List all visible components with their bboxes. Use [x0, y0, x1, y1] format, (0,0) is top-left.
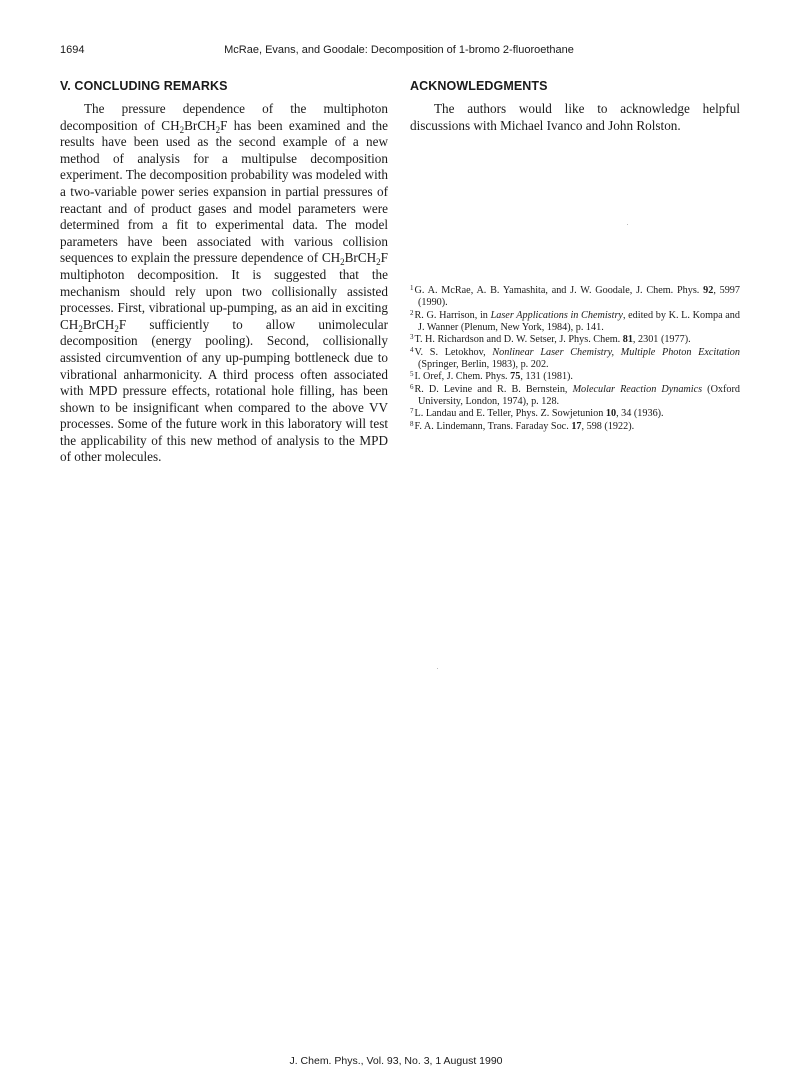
acknowledgments-paragraph: The authors would like to acknowledge helpful discussions with Michael Ivanco and John Rolston.: [410, 101, 740, 133]
reference-item: $^7$L. Landau and E. Teller, Phys. Z. Sowjetunion 10, 34 (1936).: [410, 407, 664, 419]
page-footer: J. Chem. Phys., Vol. 93, No. 3, 1 August 1990: [289, 1055, 503, 1067]
reference-item: $^6$R. D. Levine and R. B. Bernstein, Molecular Reaction Dynamics (Oxford University, London, 1974), p. 128.: [410, 382, 741, 407]
references-list: [410, 285, 740, 433]
running-head: McRae, Evans, and Goodale: Decomposition of 1-bromo 2-fluoroethane: [224, 44, 574, 56]
concluding-remarks-section: [60, 79, 388, 466]
section-heading-acknowledgments: ACKNOWLEDGMENTS: [410, 79, 548, 93]
scan-speck: [437, 668, 438, 669]
concluding-remarks-paragraph: The pressure dependence of the multiphoton decomposition of $CH_2BrCH_2F$ has been examined and the results have been used as the second example of a new method of analysis for a multipulse decomposition experiment. The decomposition probability was modeled with a two-variable power series expansion in partial pressures of reactant and of product gases and model parameters were determined from a fit to experimental data. The model parameters have been associated with various collision sequences to explain the pressure dependence of $CH_2BrCH_2F$ multiphoton decomposition. It is suggested that the mechanism should rely upon two collisionally assisted processes. First, vibrational up-pumping, as an aid in exciting $CH_2BrCH_2F$ sufficiently to allow unimolecular decomposition (energy pooling). Second, collisionally assisted circumvention of any up-pumping bottleneck due to vibrational anharmonicity. A third process often associated with MPD pressure effects, rotational hole filling, has been shown to be insignificant when compared to the above VV processes. Some of the future work in this laboratory will test the applicability of this new method of analysis to the MPD of other molecules.: [60, 101, 389, 465]
reference-item: $^4$V. S. Letokhov, Nonlinear Laser Chemistry, Multiple Photon Excitation (Springer, Berlin, 1983), p. 202.: [410, 345, 740, 370]
reference-item: $^3$T. H. Richardson and D. W. Setser, J. Phys. Chem. 81, 2301 (1977).: [410, 333, 691, 345]
section-heading-concluding-remarks: V. CONCLUDING REMARKS: [60, 79, 228, 93]
acknowledgments-section: [410, 79, 740, 134]
reference-item: $^8$F. A. Lindemann, Trans. Faraday Soc. 17, 598 (1922).: [410, 419, 635, 432]
scan-speck: [627, 224, 628, 225]
page-number: 1694: [60, 44, 85, 56]
page-header: [60, 44, 738, 60]
reference-item: $^1$G. A. McRae, A. B. Yamashita, and J. W. Goodale, J. Chem. Phys. 92, 5997 (1990).: [410, 284, 740, 308]
reference-item: $^5$I. Oref, J. Chem. Phys. 75, 131 (1981).: [410, 370, 573, 382]
reference-item: $^2$R. G. Harrison, in Laser Applications in Chemistry, edited by K. L. Kompa and J. Wanner (Plenum, New York, 1984), p. 141.: [410, 308, 740, 333]
